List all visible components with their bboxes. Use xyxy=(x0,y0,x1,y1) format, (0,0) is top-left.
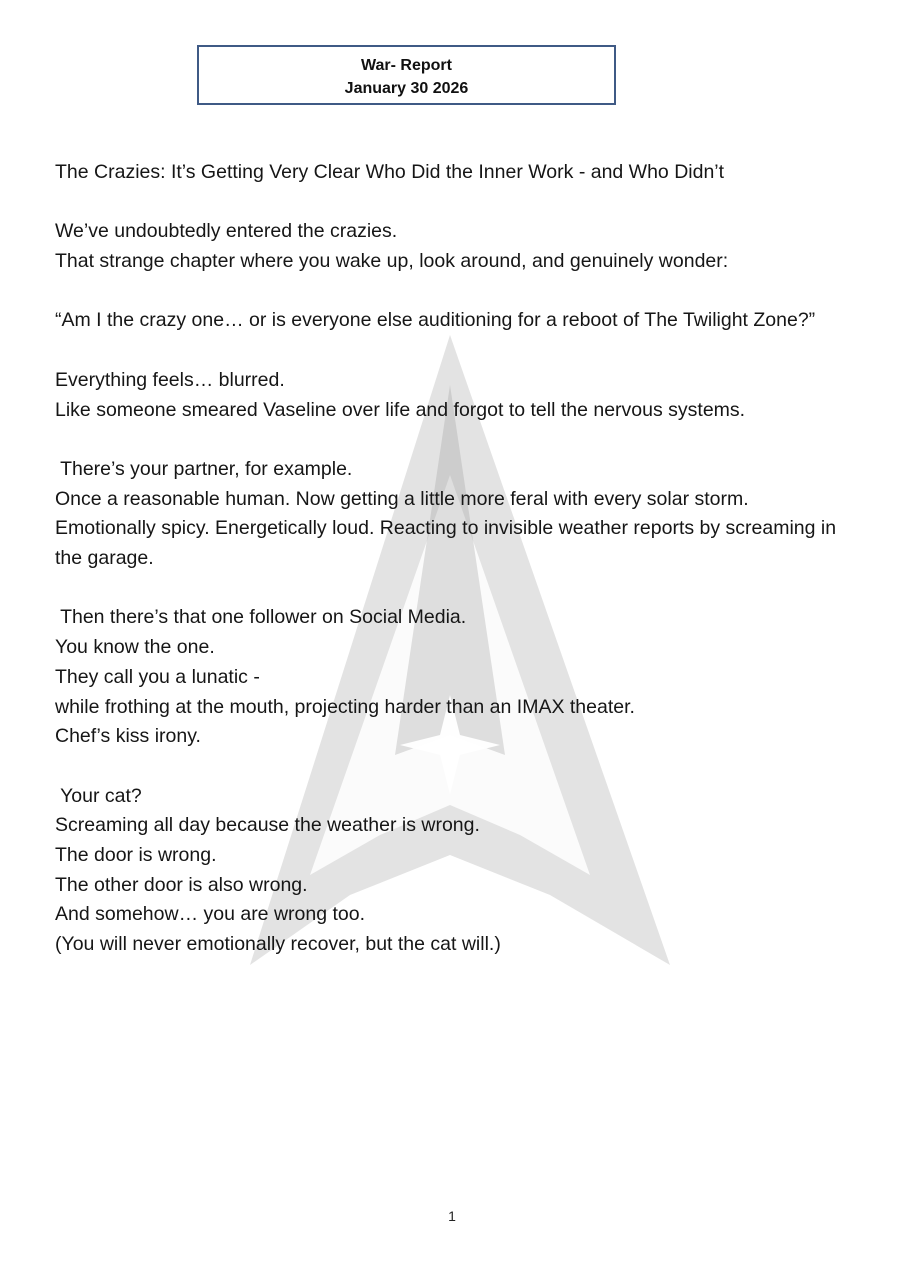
page-number: 1 xyxy=(448,1208,456,1224)
paragraph-line: The other door is also wrong. xyxy=(55,873,308,896)
blank-line xyxy=(55,188,855,218)
paragraph-line: They call you a lunatic - xyxy=(55,665,260,688)
paragraph-line: Chef’s kiss irony. xyxy=(55,725,201,748)
paragraph-line: Screaming all day because the weather is wrong. xyxy=(55,814,480,837)
blank-line xyxy=(55,752,855,782)
paragraph-line: Then there’s that one follower on Social Media. xyxy=(55,606,467,629)
paragraph-line: You know the one. xyxy=(55,636,215,659)
paragraph-line: The door is wrong. xyxy=(55,844,217,867)
paragraph-line: We’ve undoubtedly entered the crazies. xyxy=(55,220,398,243)
paragraph-line: “Am I the crazy one… or is everyone else auditioning for a reboot of The Twilight Zone?” xyxy=(55,309,816,332)
report-header-box xyxy=(197,45,616,105)
paragraph-line: That strange chapter where you wake up, look around, and genuinely wonder: xyxy=(55,250,729,273)
paragraph-line: Once a reasonable human. Now getting a little more feral with every solar storm. xyxy=(55,487,749,510)
blank-line xyxy=(55,574,855,604)
blank-line xyxy=(55,277,855,307)
blank-line xyxy=(55,336,855,366)
paragraph-line: Your cat? xyxy=(55,784,142,807)
article-title: The Crazies: It’s Getting Very Clear Who Did the Inner Work - and Who Didn’t xyxy=(55,161,725,183)
paragraph-line: Emotionally spicy. Energetically loud. Reacting to invisible weather reports by screaming in the garage. xyxy=(55,517,842,570)
paragraph-line: Like someone smeared Vaseline over life and forgot to tell the nervous systems. xyxy=(55,398,746,421)
report-body xyxy=(55,158,855,960)
paragraph-line: (You will never emotionally recover, but the cat will.) xyxy=(55,933,501,956)
paragraph-line: There’s your partner, for example. xyxy=(55,457,353,480)
report-title: War- Report xyxy=(361,57,452,74)
paragraph-line: Everything feels… blurred. xyxy=(55,368,285,391)
paragraph-line: while frothing at the mouth, projecting harder than an IMAX theater. xyxy=(55,695,635,718)
blank-line xyxy=(55,425,855,455)
paragraph-line: And somehow… you are wrong too. xyxy=(55,903,366,926)
report-date: January 30 2026 xyxy=(344,80,469,97)
